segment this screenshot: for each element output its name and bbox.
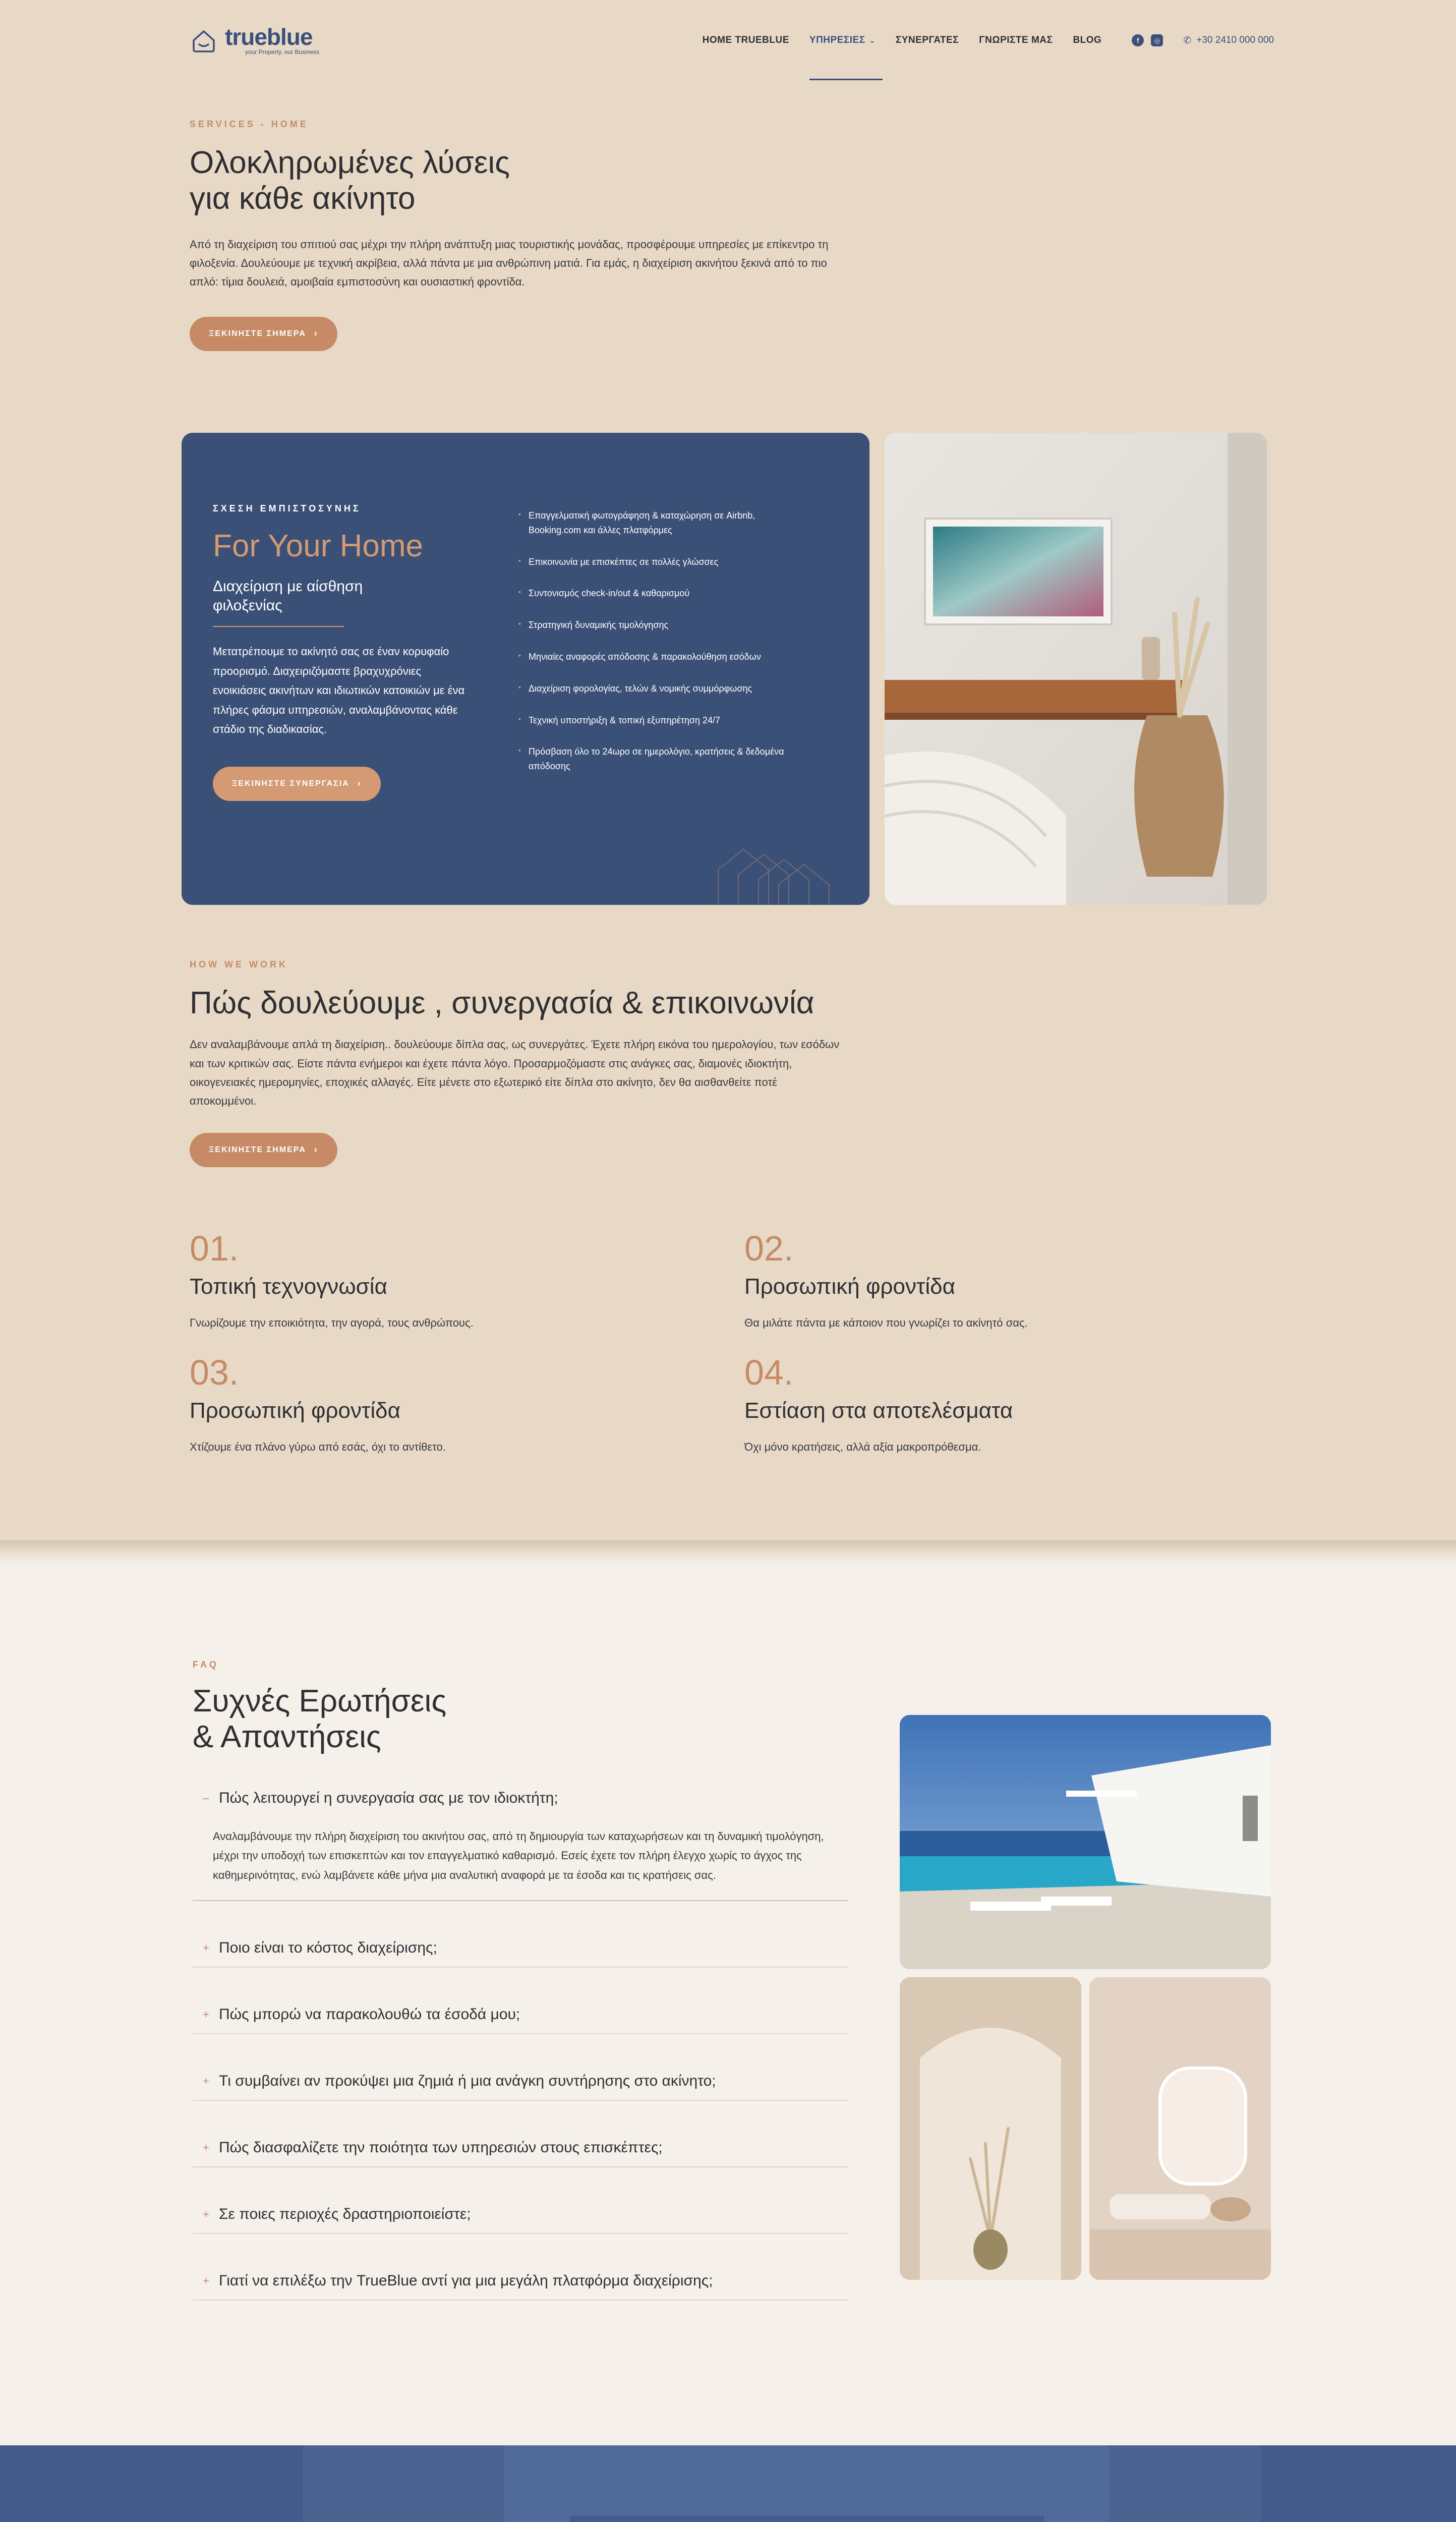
nav-services[interactable]	[809, 35, 876, 46]
logo[interactable]	[190, 25, 319, 55]
faq-item[interactable]	[193, 2167, 848, 2234]
list-item: ▪ Τεχνική υποστήριξη & τοπική εξυπηρέτηση 24/7	[518, 713, 801, 728]
step-number: 02.	[744, 1229, 794, 1268]
faq-answer: Αναλαμβάνουμε την πλήρη διαχείριση του ακινήτου σας, από τη δημιουργία των καταχωρήσεων και τη δυναμική τιμολόγηση, μέχρι την υποδοχή των επισκεπτών και τον επαγγελματικό καθαρισμό. Εσείς έχετε τον πλήρη έλεγχο χωρίς το άγχος της καθημερινότητας, ενώ λαμβάνετε κάθε μήνα μια αναλυτική αναφορά με τα έσοδα και τις κρατήσεις σας.	[213, 1829, 824, 1881]
house-logo-icon	[190, 26, 218, 54]
instagram-icon[interactable]: ◎	[1151, 34, 1163, 46]
list-item: ▪ Μηνιαίες αναφορές απόδοσης & παρακολούθηση εσόδων	[518, 650, 801, 664]
bedroom-illustration	[885, 433, 1267, 905]
list-item: ▪ Συντονισμός check-in/out & καθαρισμού	[518, 586, 801, 601]
step-3	[190, 1355, 744, 1454]
services-hero	[190, 119, 845, 351]
plus-icon: +	[203, 2008, 209, 2021]
faq-title-line2: & Απαντήσεις	[193, 1719, 381, 1755]
header-social	[1132, 34, 1163, 46]
step-number: 03.	[190, 1353, 239, 1392]
pool-villa-illustration	[900, 1715, 1271, 1969]
lit-niche-photo	[1089, 1977, 1271, 2280]
faq-title	[193, 1683, 556, 1755]
step-title: Τοπική τεχνογνωσία	[190, 1274, 388, 1299]
faq-item[interactable]	[193, 2234, 848, 2301]
faq-question-text: Σε ποιες περιοχές δραστηριοποιείστε;	[219, 2206, 471, 2223]
phone-icon: ✆	[1183, 35, 1192, 46]
services-title-line1: Ολοκληρωμένες λύσεις	[190, 145, 510, 180]
how-text: Δεν αναλαμβάνουμε απλά τη διαχείριση.. δουλεύουμε δίπλα σας, ως συνεργάτες. Έχετε πλήρη εικόνα του ημερολογίου, των εσόδων και των κριτικών σας. Είστε πάντα ενήμεροι και έχετε πάντα λόγο. Προσαρμοζόμαστε στις ανάγκες σας, διαμονές ιδιοκτήτη, οικογενειακές ημερομηνίες, εποχικές αλλαγές. Είτε μένετε στο εξωτερικό είτε δίπλα στο ακίνητο, δεν θα αισθανθείτε ποτέ αποκομμένοι.	[190, 1038, 840, 1108]
step-text: Θα μιλάτε πάντα με κάποιον που γνωρίζει το ακίνητό σας.	[744, 1316, 1028, 1329]
logo-tagline: your Property, our Business	[245, 48, 320, 55]
card-eyebrow: ΣΧΕΣΗ ΕΜΠΙΣΤΟΣΥΝΗΣ	[213, 503, 361, 513]
faq-question[interactable]	[193, 1781, 848, 1816]
card-subtitle: Διαχείριση με αίσθηση φιλοξενίας	[213, 578, 363, 614]
start-today-button-2[interactable]	[190, 1133, 337, 1167]
bedroom-photo	[885, 433, 1267, 905]
faq-question-text: Πώς μπορώ να παρακολουθώ τα έσοδά μου;	[219, 2006, 520, 2023]
service-feature-list	[518, 508, 801, 791]
step-2	[744, 1231, 1274, 1330]
start-today-label: ΞΕΚΙΝΗΣΤΕ ΣΗΜΕΡΑ	[209, 1145, 306, 1154]
how-eyebrow: HOW WE WORK	[190, 959, 288, 969]
faq-eyebrow: FAQ	[193, 1659, 219, 1670]
plus-icon: +	[203, 1941, 209, 1955]
faq-section	[193, 1659, 848, 2301]
header-phone[interactable]	[1183, 35, 1274, 46]
faq-item[interactable]	[193, 1968, 848, 2034]
services-title	[190, 145, 644, 217]
card-text: Μετατρέπουμε το ακίνητό σας σε έναν κορυφαίο προορισμό. Διαχειριζόμαστε βραχυχρόνιες ενοικιάσεις ακινήτων και ιδιωτικών κατοικιών με ένα πλήρες φάσμα υπηρεσιών, αναλαμβάνοντας κάθε στάδιο της διαδικασίας.	[213, 645, 465, 735]
nav-home[interactable]: HOME TRUEBLUE	[702, 35, 789, 45]
card-divider	[213, 626, 344, 627]
vase-niche-illustration	[900, 1977, 1081, 2280]
faq-question-text: Γιατί να επιλέξω την TrueBlue αντί για μια μεγάλη πλατφόρμα διαχείρισης;	[219, 2272, 713, 2289]
chevron-down-icon: ⌄	[869, 36, 876, 44]
main-nav	[703, 34, 1274, 46]
plus-icon: +	[203, 2208, 209, 2221]
nav-about[interactable]: ΓΝΩΡΙΣΤΕ ΜΑΣ	[979, 35, 1053, 45]
logo-name: trueblue	[225, 24, 313, 50]
start-today-button[interactable]	[190, 317, 337, 351]
site-header	[190, 15, 1274, 66]
faq-item-open	[193, 1781, 848, 1902]
step-1	[190, 1231, 744, 1330]
faq-question-text: Πώς διασφαλίζετε την ποιότητα των υπηρεσιών στους επισκέπτες;	[219, 2139, 663, 2156]
step-text: Όχι μόνο κρατήσεις, αλλά αξία μακροπρόθεσμα.	[744, 1441, 981, 1453]
start-partnership-label: ΞΕΚΙΝΗΣΤΕ ΣΥΝΕΡΓΑΣΙΑ	[232, 779, 350, 788]
managing-today-banner	[0, 2445, 1456, 2522]
plus-icon: +	[203, 2141, 209, 2154]
faq-question-text: Πώς λειτουργεί η συνεργασία σας με τον ιδιοκτήτη;	[219, 1789, 558, 1806]
faq-title-line1: Συχνές Ερωτήσεις	[193, 1684, 447, 1718]
step-title: Προσωπική φροντίδα	[190, 1398, 401, 1423]
minus-icon: –	[203, 1791, 209, 1804]
faq-question-text: Τι συμβαίνει αν προκύψει μια ζημιά ή μια ανάγκη συντήρησης στο ακίνητο;	[219, 2073, 716, 2090]
start-today-label: ΞΕΚΙΝΗΣΤΕ ΣΗΜΕΡΑ	[209, 329, 306, 338]
plus-icon: +	[203, 2075, 209, 2088]
services-text: Από τη διαχείριση του σπιτιού σας μέχρι την πλήρη ανάπτυξη μιας τουριστικής μονάδας, προσφέρουμε υπηρεσίες με επίκεντρο τη φιλοξενία. Δουλεύουμε με τεχνική ακρίβεια, αλλά πάντα με μια ανθρώπινη ματιά. Για εμάς, η διαχείριση ακινήτου ξεκινά από το πιο απλό: τίμια δουλειά, αμοιβαία εμπιστοσύνη και ουσιαστική φροντίδα.	[190, 238, 829, 289]
list-item: ▪ Επαγγελματική φωτογράφηση & καταχώρηση σε Airbnb, Booking.com και άλλες πλατφόρμες	[518, 508, 801, 538]
how-title: Πώς δουλεύουμε , συνεργασία & επικοινωνία	[190, 986, 814, 1020]
lit-niche-illustration	[1089, 1977, 1271, 2280]
chevron-right-icon: ›	[314, 1144, 318, 1155]
step-text: Χτίζουμε ένα πλάνο γύρω από εσάς, όχι το αντίθετο.	[190, 1441, 446, 1453]
nav-blog[interactable]: BLOG	[1073, 35, 1102, 45]
card-title: For Your Home	[213, 529, 423, 563]
step-text: Γνωρίζουμε την εποικιότητα, την αγορά, τους ανθρώπους.	[190, 1316, 474, 1329]
faq-question-text: Ποιο είναι το κόστος διαχείρισης;	[219, 1939, 437, 1957]
steps-grid	[190, 1231, 1274, 1454]
building-background	[0, 2445, 1456, 2522]
section-divider	[0, 1540, 1456, 1567]
pool-villa-photo	[900, 1715, 1271, 1969]
list-item: ▪ Πρόσβαση όλο το 24ωρο σε ημερολόγιο, κρατήσεις & δεδομένα απόδοσης	[518, 744, 801, 774]
header-phone-number: +30 2410 000 000	[1196, 35, 1274, 45]
faq-item[interactable]	[193, 2034, 848, 2101]
how-we-work	[190, 959, 845, 1167]
facebook-icon[interactable]: f	[1132, 34, 1144, 46]
nav-services-label: ΥΠΗΡΕΣΙΕΣ	[809, 35, 865, 45]
list-item: ▪ Στρατηγική δυναμικής τιμολόγησης	[518, 618, 801, 633]
plus-icon: +	[203, 2274, 209, 2287]
nav-partners[interactable]: ΣΥΝΕΡΓΑΤΕΣ	[895, 35, 959, 45]
step-number: 04.	[744, 1353, 794, 1392]
chevron-right-icon: ›	[314, 328, 318, 339]
house-outline-decoration	[713, 839, 854, 905]
for-your-home-card	[182, 433, 869, 905]
step-4	[744, 1355, 1274, 1454]
vase-niche-photo	[900, 1977, 1081, 2280]
step-number: 01.	[190, 1229, 239, 1268]
list-item: ▪ Διαχείριση φορολογίας, τελών & νομικής συμμόρφωσης	[518, 681, 801, 696]
services-eyebrow: SERVICES - HOME	[190, 119, 309, 129]
services-title-line2: για κάθε ακίνητο	[190, 181, 416, 216]
faq-item[interactable]	[193, 1901, 848, 1968]
step-title: Εστίαση στα αποτελέσματα	[744, 1398, 1013, 1423]
start-partnership-button[interactable]	[213, 767, 381, 801]
faq-item[interactable]	[193, 2101, 848, 2167]
chevron-right-icon: ›	[357, 778, 362, 788]
step-title: Προσωπική φροντίδα	[744, 1274, 956, 1299]
list-item: ▪ Επικοινωνία με επισκέπτες σε πολλές γλώσσες	[518, 555, 801, 569]
